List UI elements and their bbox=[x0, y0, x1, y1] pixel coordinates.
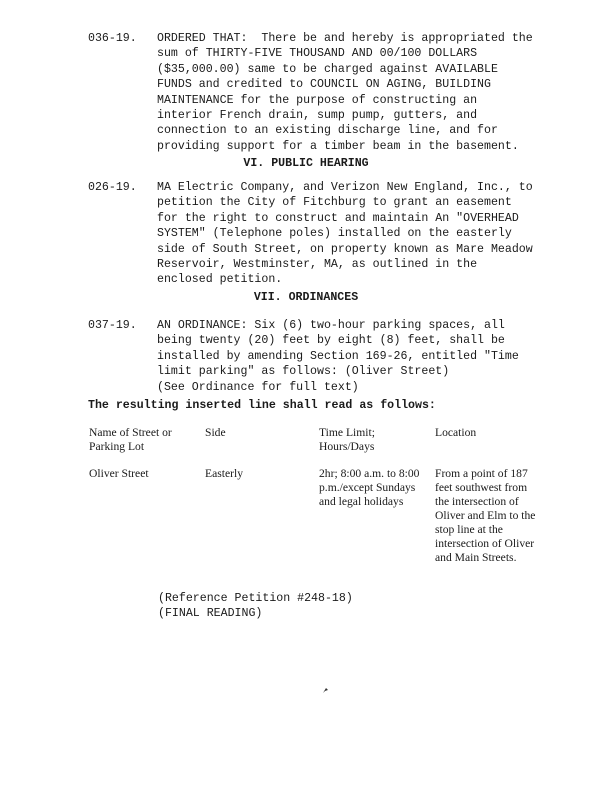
item-text bbox=[157, 31, 547, 154]
cell-line: and legal holidays bbox=[319, 495, 404, 508]
header-line: Parking Lot bbox=[89, 440, 145, 453]
text-line: providing support for a timber beam in the basement. bbox=[157, 139, 519, 153]
final-reading: (FINAL READING) bbox=[158, 607, 263, 621]
table-header-location bbox=[435, 426, 545, 440]
cell-line: Oliver Street bbox=[89, 467, 149, 480]
table-header-street bbox=[89, 426, 199, 454]
table-header-time-limit bbox=[319, 426, 429, 454]
scan-mark-icon bbox=[322, 686, 330, 694]
text-line: being twenty (20) feet by eight (8) feet, shall be bbox=[157, 334, 505, 348]
cell-line: Oliver and Elm to the bbox=[435, 509, 536, 522]
text-line: Reservoir, Westminster, MA, as outlined in the bbox=[157, 258, 478, 272]
text-line: for the right to construct and maintain An "OVERHEAD bbox=[157, 211, 519, 225]
cell-line: 2hr; 8:00 a.m. to 8:00 bbox=[319, 467, 420, 480]
item-number: 036-19. bbox=[88, 32, 137, 45]
heading-ordinances: VII. ORDINANCES bbox=[253, 291, 359, 304]
cell-line: intersection of Oliver bbox=[435, 537, 535, 550]
table-cell-side bbox=[205, 467, 295, 481]
cell-line: p.m./except Sundays bbox=[319, 481, 416, 494]
item-text bbox=[157, 318, 547, 395]
item-number: 026-19. bbox=[88, 181, 137, 194]
text-line: sum of THIRTY-FIVE THOUSAND AND 00/100 DOLLARS bbox=[157, 47, 478, 61]
table-cell-street bbox=[89, 467, 199, 481]
text-line: FUNDS and credited to COUNCIL ON AGING, BUILDING bbox=[157, 78, 491, 92]
text-line: connection to an existing discharge line, and for bbox=[157, 124, 498, 138]
header-line: Name of Street or bbox=[89, 426, 172, 439]
table-header-side bbox=[205, 426, 295, 440]
cell-line: feet southwest from bbox=[435, 481, 528, 494]
text-line: ORDERED THAT: There be and hereby is appropriated the bbox=[157, 32, 533, 45]
item-number: 037-19. bbox=[88, 319, 137, 332]
text-line: MA Electric Company, and Verizon New England, Inc., to bbox=[157, 181, 533, 194]
text-line: interior French drain, sump pump, gutters, and bbox=[157, 109, 478, 123]
text-line: petition the City of Fitchburg to grant an easement bbox=[157, 196, 512, 210]
cell-line: Easterly bbox=[205, 467, 243, 480]
text-line: SYSTEM" (Telephone poles) installed on the easterly bbox=[157, 227, 512, 241]
table-cell-location bbox=[435, 467, 550, 565]
text-line: MAINTENANCE for the purpose of constructing an bbox=[157, 93, 478, 107]
text-line: (See Ordinance for full text) bbox=[157, 380, 359, 394]
header-line: Side bbox=[205, 426, 226, 439]
text-line: AN ORDINANCE: Six (6) two-hour parking spaces, all bbox=[157, 319, 505, 332]
reference-block bbox=[158, 591, 353, 622]
header-line: Time Limit; bbox=[319, 426, 375, 439]
heading-public-hearing: VI. PUBLIC HEARING bbox=[243, 157, 369, 170]
header-line: Location bbox=[435, 426, 477, 439]
text-line: enclosed petition. bbox=[157, 273, 283, 287]
text-line: ($35,000.00) same to be charged against AVAILABLE bbox=[157, 62, 498, 76]
table-cell-time-limit bbox=[319, 467, 434, 509]
cell-line: stop line at the bbox=[435, 523, 503, 536]
text-line: side of South Street, on property known as Mare Meadow bbox=[157, 242, 533, 256]
cell-line: From a point of 187 bbox=[435, 467, 528, 480]
cell-line: the intersection of bbox=[435, 495, 519, 508]
reference-petition: (Reference Petition #248-18) bbox=[158, 592, 353, 605]
resulting-line-label: The resulting inserted line shall read as follows: bbox=[88, 399, 436, 412]
item-text bbox=[157, 180, 547, 288]
text-line: limit parking" as follows: (Oliver Street) bbox=[157, 365, 450, 379]
text-line: installed by amending Section 169-26, entitled "Time bbox=[157, 349, 519, 363]
header-line: Hours/Days bbox=[319, 440, 375, 453]
cell-line: and Main Streets. bbox=[435, 551, 517, 564]
